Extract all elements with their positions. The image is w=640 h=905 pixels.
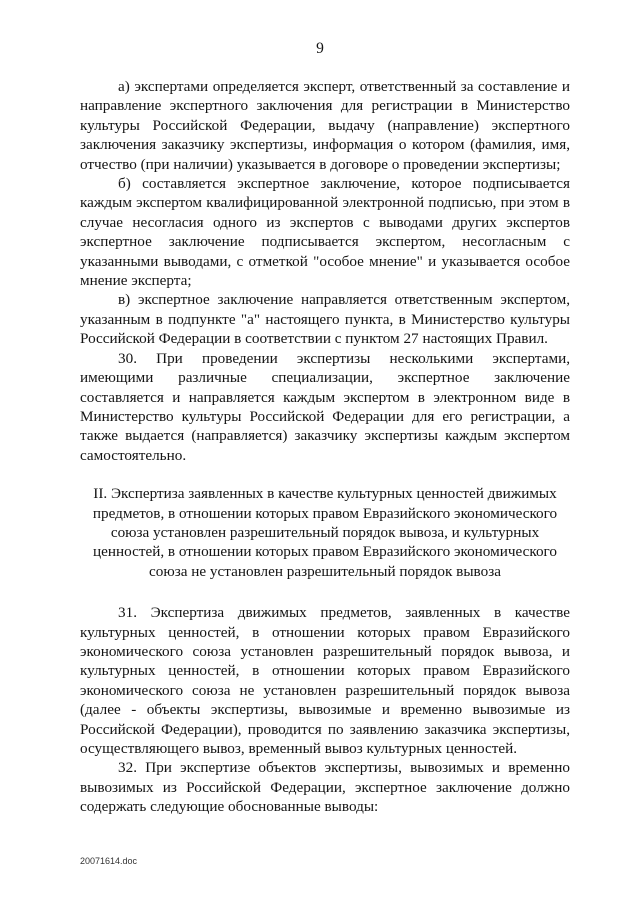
document-body [80,77,570,817]
paragraph-31: 31. Экспертиза движимых предметов, заявленных в качестве культурных ценностей, в отношении которых правом Евразийского экономического союза установлен разрешительный порядок вывоза, и культурных ценностей, в отношении которых правом Евразийского экономического союза не установлен разрешительный порядок вывоза (далее - объекты экспертизы, вывозимые и временно вывозимые из Российской Федерации), проводится по заявлению заказчика экспертизы, осуществляющего вывоз, временный вывоз культурных ценностей. [80,604,570,757]
paragraph-32: 32. При экспертизе объектов экспертизы, вывозимых и временно вывозимых из Российской Федерации, экспертное заключение должно содержать следующие обоснованные выводы: [80,759,570,816]
paragraph-item-a: а) экспертами определяется эксперт, ответственный за составление и направление экспертного заключения для регистрации в Министерство культуры Российской Федерации, выдачу (направление) экспертного заключения заказчику экспертизы, информация о котором (фамилия, имя, отчество (при наличии) указывается в договоре о проведении экспертизы; [80,78,570,173]
section-heading: II. Экспертиза заявленных в качестве культурных ценностей движимых предметов, в отношении которых правом Евразийского экономического союза установлен разрешительный порядок вывоза, и культурных ценностей, в отношении которых правом Евразийского экономического союза не установлен разрешительный порядок вывоза [92,485,558,580]
paragraph-30: 30. При проведении экспертизы несколькими экспертами, имеющими различные специализации, экспертное заключение составляется и направляется каждым экспертом в электронном виде в Министерство культуры Российской Федерации для его регистрации, а также выдается (направляется) заказчику экспертизы каждым экспертом самостоятельно. [80,349,570,464]
page-number: 9 [316,40,324,57]
paragraph-item-v: в) экспертное заключение направляется ответственным экспертом, указанным в подпункте "а" настоящего пункта, в Министерство культуры Российской Федерации в соответствии с пунктом 27 настоящих Правил. [80,291,570,348]
paragraph-item-b: б) составляется экспертное заключение, которое подписывается каждым экспертом квалифицированной электронной подписью, при этом в случае несогласия одного из экспертов с выводами других экспертов экспертное заключение подписывается экспертом, несогласным с указанными выводами, с отметкой "особое мнение" и указывается особое мнение эксперта; [80,175,570,290]
footer-document-code: 20071614.doc [80,856,138,866]
